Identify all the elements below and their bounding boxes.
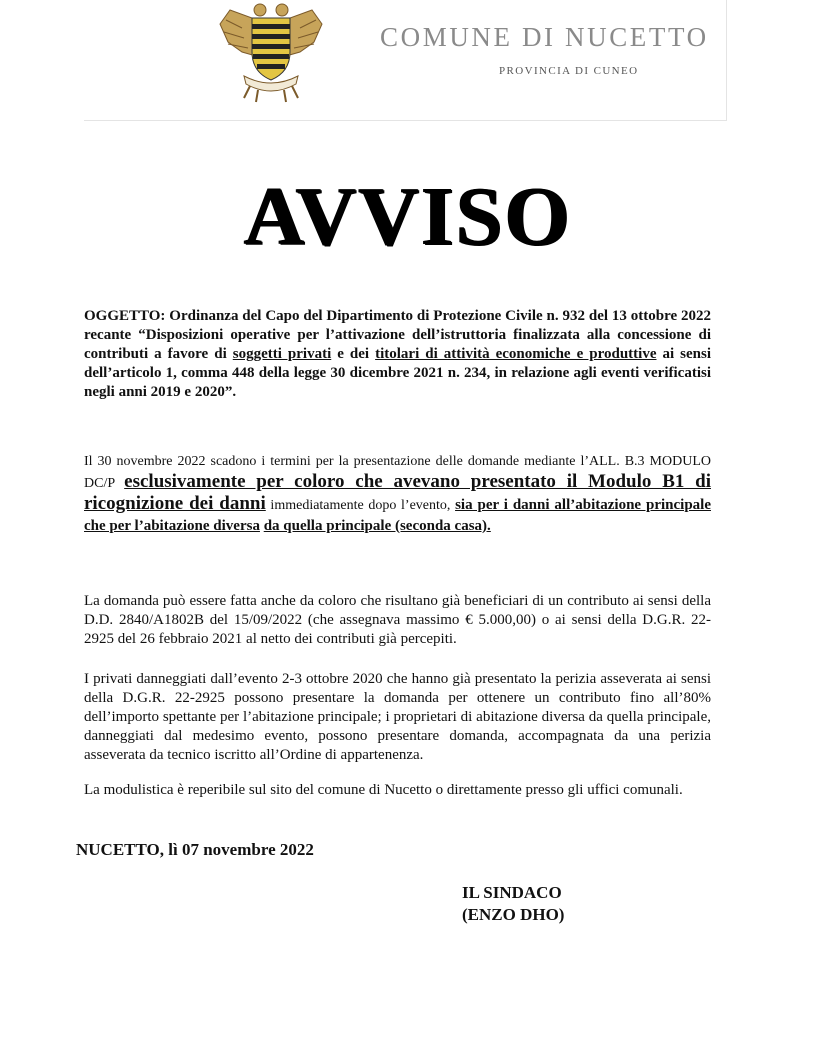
provincia-subtitle: PROVINCIA DI CUNEO <box>499 65 639 77</box>
place-date: NUCETTO, lì 07 novembre 2022 <box>76 840 314 859</box>
coat-of-arms-icon <box>212 0 330 104</box>
scadenza-text: Il 30 novembre 2022 scadono i termini per la presentazione delle domande mediante l’ALL. B.3 MODULO DC/P <box>84 454 711 491</box>
scadenza-paragraph <box>84 451 711 536</box>
domanda-paragraph: La domanda può essere fatta anche da coloro che risultano già beneficiari di un contributo ai sensi della D.D. 2840/A1802B del 15/09/2022 (che assegnava massimo € 5.000,00) o ai sensi della D.G.R. 22- 2925 del 26 febbraio 2021 al netto dei contributi già percepiti. <box>84 593 711 647</box>
oggetto-text: e dei <box>331 346 376 362</box>
signature-block <box>462 882 564 926</box>
oggetto-paragraph <box>84 307 711 402</box>
sindaco-name: (ENZO DHO) <box>462 905 565 924</box>
oggetto-underline-privati: soggetti privati <box>232 346 332 362</box>
privati-paragraph: I privati danneggiati dall’evento 2-3 ottobre 2020 che hanno già presentato la perizia asseverata ai sensi della D.G.R. 22-2925 possono presentare la domanda per ottenere un contributo fino all’80% dell’importo spettante per l’abitazione principale; i proprietari di abitazione diversa da quella principale, danneggiati dal medesimo evento, possono presentare domanda, accompagnata da una perizia asseverata da tecnico iscritto all’Ordine di appartenenza. <box>84 671 711 763</box>
comune-title: COMUNE DI NUCETTO <box>380 22 709 52</box>
page-title: AVVISO <box>244 170 572 263</box>
modulistica-paragraph: La modulistica è reperibile sul sito del comune di Nucetto o direttamente presso gli uffici comunali. <box>84 782 683 798</box>
scadenza-emphasis: esclusivamente per coloro che avevano presentato il Modulo B1 di ricognizione dei danni <box>84 471 711 514</box>
scadenza-text: immediatamente dopo l’evento, <box>265 498 456 513</box>
oggetto-text: ai sensi dell’articolo 1, comma 448 della legge 30 dicembre 2021 n. 234, in relazione agli eventi verificatisi negli anni 2019 e 2020”. <box>84 346 712 400</box>
letterhead <box>84 0 727 121</box>
sindaco-role: IL SINDACO <box>462 883 562 902</box>
oggetto-text: OGGETTO: Ordinanza del Capo del Dipartimento di Protezione Civile n. 932 del 13 ottobre 2022 recante “Disposizioni operative per l’attivazione dell’istruttoria finalizzata alla concessione di contributi a favore di <box>84 308 711 362</box>
scadenza-underline: sia per i danni all’abitazione principale che per l’abitazione diversa <box>84 497 711 534</box>
oggetto-underline-titolari: titolari di attività economiche e produttive <box>375 346 657 362</box>
scadenza-underline: da quella principale (seconda casa). <box>263 518 491 534</box>
